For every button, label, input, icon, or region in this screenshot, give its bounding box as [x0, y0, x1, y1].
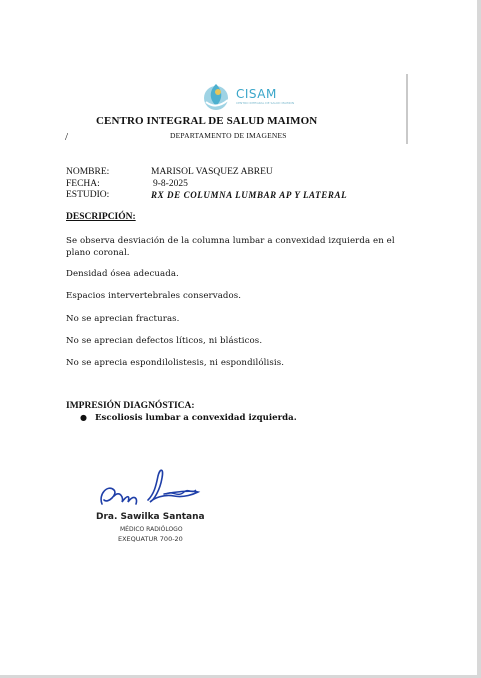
header-divider: [406, 74, 408, 144]
department-title: DEPARTAMENTO DE IMAGENES: [170, 131, 287, 140]
description-paragraph: Espacios intervertebrales conservados.: [66, 291, 242, 301]
name-label: NOMBRE:: [66, 167, 110, 177]
name-value: MARISOL VASQUEZ ABREU: [151, 167, 273, 177]
signer-role: MÉDICO RADIÓLOGO: [120, 526, 183, 533]
impression-heading: IMPRESIÓN DIAGNÓSTICA:: [66, 401, 195, 411]
date-label: FECHA:: [66, 179, 100, 189]
description-paragraph: Densidad ósea adecuada.: [66, 269, 179, 279]
logo-wordmark: CISAM: [236, 87, 277, 101]
page-edge-right: [477, 0, 481, 678]
description-paragraph: Se observa desviación de la columna lumbar a convexidad izquierda en el plano coronal.: [66, 236, 395, 258]
header-mark: /: [65, 131, 69, 143]
logo-subtext: CENTRO INTEGRAL DE SALUD MAIMON: [236, 101, 295, 105]
description-paragraph: No se aprecian defectos líticos, ni blásticos.: [66, 336, 263, 346]
clinic-logo-icon: [200, 80, 234, 112]
impression-item: Escoliosis lumbar a convexidad izquierda.: [95, 413, 297, 423]
signer-exequatur: EXEQUATUR 700-20: [118, 535, 183, 543]
description-paragraph: No se aprecia espondilolistesis, ni espondilólisis.: [66, 358, 285, 368]
bullet-icon: ●: [80, 413, 87, 422]
signer-name: Dra. Sawilka Santana: [96, 512, 205, 522]
study-value: RX DE COLUMNA LUMBAR AP Y LATERAL: [151, 190, 348, 200]
study-label: ESTUDIO:: [66, 190, 110, 200]
handwritten-signature: [94, 464, 214, 512]
date-value: 9-8-2025: [153, 179, 188, 189]
description-paragraph: No se aprecian fracturas.: [66, 314, 180, 324]
clinic-logo: [200, 80, 295, 112]
description-heading: DESCRIPCIÓN:: [66, 212, 136, 222]
clinic-title: CENTRO INTEGRAL DE SALUD MAIMON: [96, 115, 318, 127]
